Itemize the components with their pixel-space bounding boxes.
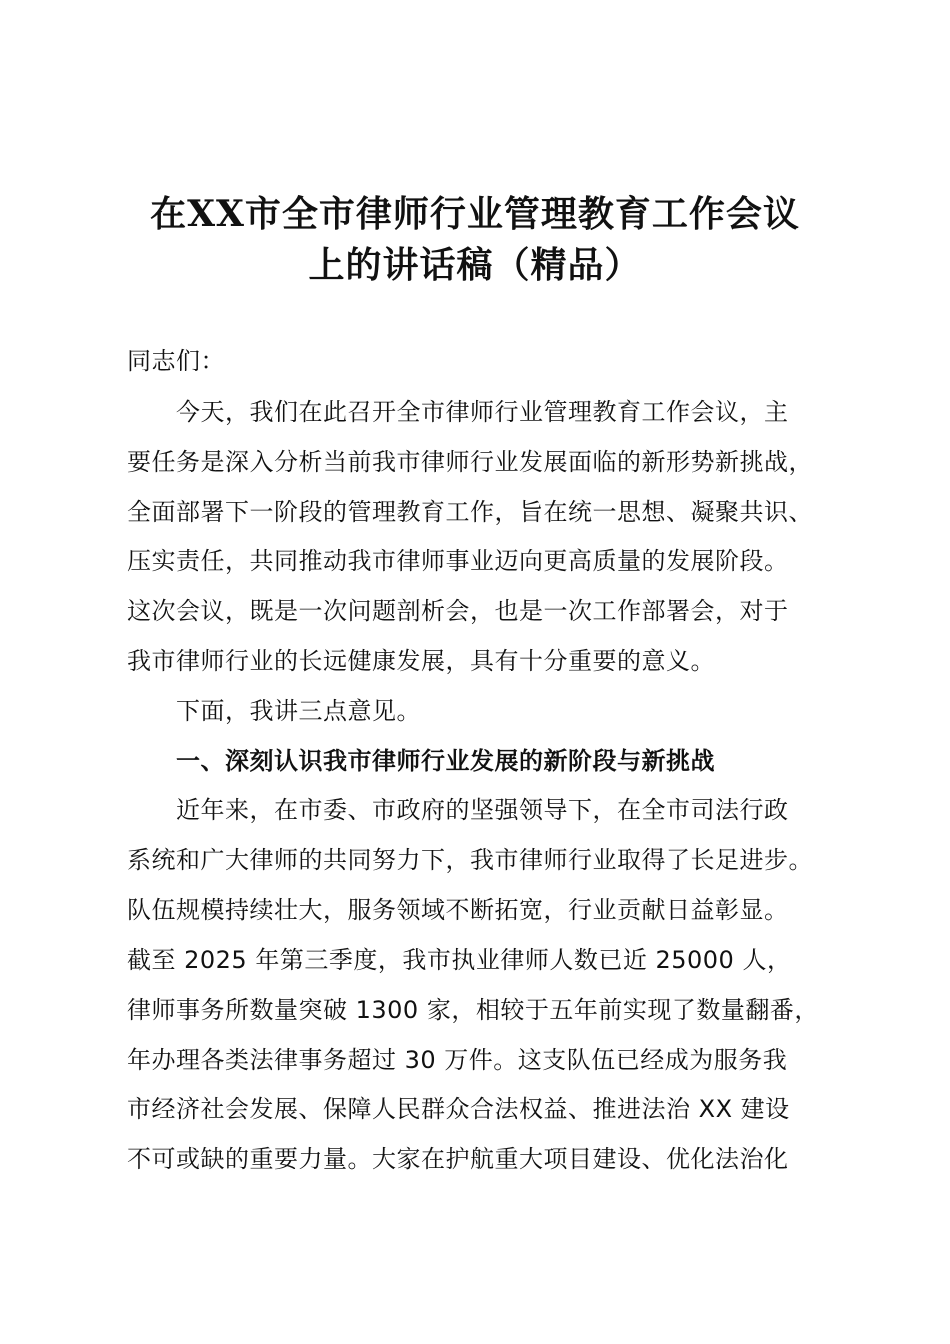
paragraph-line: 市经济社会发展、保障人民群众合法权益、推进法治 XX 建设 [127, 1095, 790, 1123]
paragraph-line: 系统和广大律师的共同努力下，我市律师行业取得了长足进步。 [127, 846, 813, 874]
paragraph-line: 近年来，在市委、市政府的坚强领导下，在全市司法行政 [127, 796, 789, 824]
document-title-line-1: 在XX市全市律师行业管理教育工作会议 [150, 193, 800, 235]
paragraph-line: 全面部署下一阶段的管理教育工作，旨在统一思想、凝聚共识、 [127, 498, 813, 526]
salutation: 同志们： [127, 347, 225, 375]
paragraph-line: 年办理各类法律事务超过 30 万件。这支队伍已经成为服务我 [127, 1046, 788, 1074]
paragraph-line: 律师事务所数量突破 1300 家，相较于五年前实现了数量翻番， [127, 996, 819, 1024]
section-heading: 一、深刻认识我市律师行业发展的新阶段与新挑战 [127, 747, 715, 775]
paragraph-line: 下面，我讲三点意见。 [127, 697, 421, 725]
paragraph-line: 不可或缺的重要力量。大家在护航重大项目建设、优化法治化 [127, 1145, 789, 1173]
paragraph-line: 今天，我们在此召开全市律师行业管理教育工作会议，主 [127, 398, 789, 426]
paragraph-line: 截至 2025 年第三季度，我市执业律师人数已近 25000 人， [127, 946, 792, 974]
paragraph-line: 这次会议，既是一次问题剖析会，也是一次工作部署会，对于 [127, 597, 789, 625]
paragraph-line: 要任务是深入分析当前我市律师行业发展面临的新形势新挑战， [127, 448, 813, 476]
document-title-line-2: 上的讲话稿（精品） [308, 244, 642, 286]
paragraph-line: 压实责任，共同推动我市律师事业迈向更高质量的发展阶段。 [127, 547, 789, 575]
paragraph-line: 队伍规模持续壮大，服务领域不断拓宽，行业贡献日益彰显。 [127, 896, 789, 924]
paragraph-line: 我市律师行业的长远健康发展，具有十分重要的意义。 [127, 647, 715, 675]
